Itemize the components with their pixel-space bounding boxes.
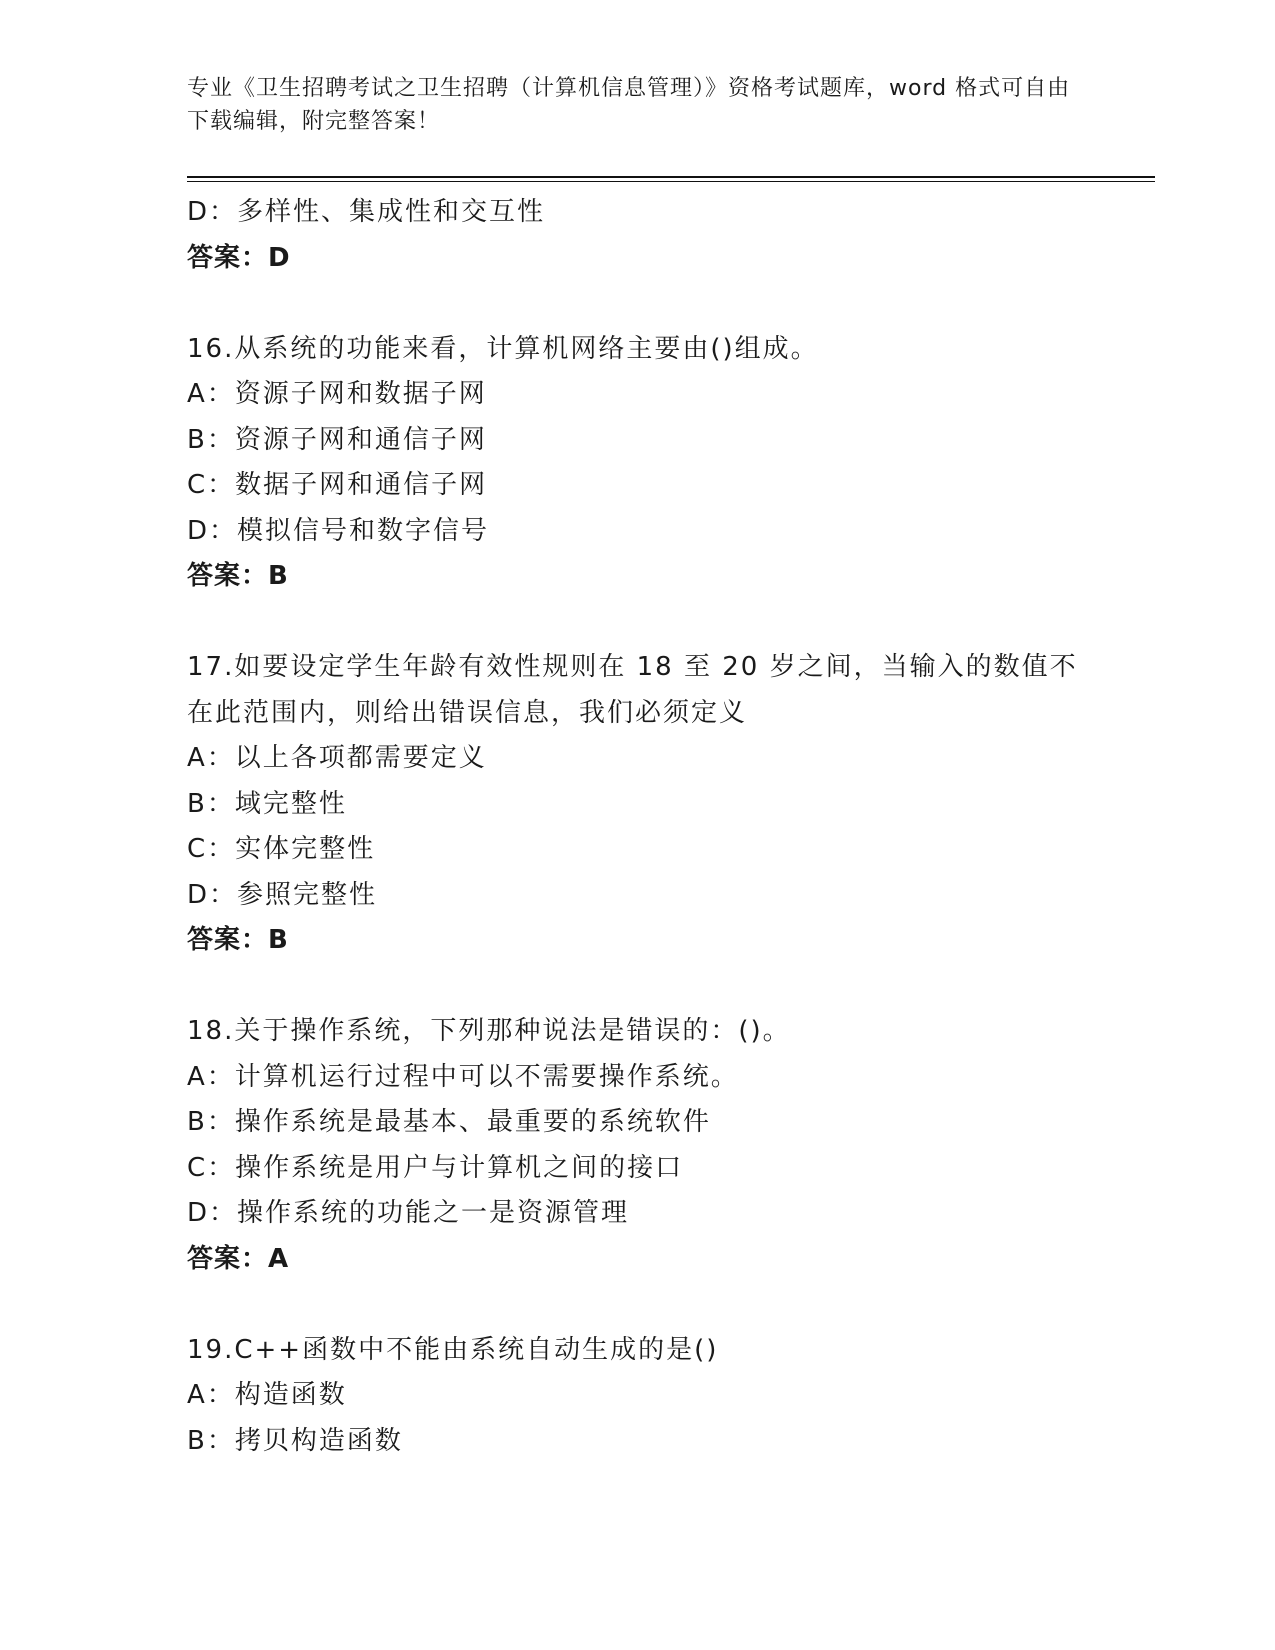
spacer (187, 281, 1087, 327)
question-list (187, 190, 1087, 1464)
option-a: A：资源子网和数据子网 (187, 379, 487, 409)
answer: 答案：A (187, 1243, 290, 1274)
header-divider (187, 176, 1155, 182)
answer: 答案：B (187, 561, 289, 591)
option-c: C：数据子网和通信子网 (187, 470, 488, 500)
question-stem: 19.C++函数中不能由系统自动生成的是() (187, 1334, 719, 1365)
spacer (187, 964, 1087, 1010)
option-d: D：模拟信号和数字信号 (187, 515, 490, 546)
option-a: A：计算机运行过程中可以不需要操作系统。 (187, 1061, 739, 1092)
spacer (187, 1282, 1087, 1328)
question-19 (187, 1328, 1087, 1465)
question-17 (187, 645, 1087, 964)
option-b: B：资源子网和通信子网 (187, 424, 487, 455)
question-stem: 17.如要设定学生年龄有效性规则在 18 至 20 岁之间，当输入的数值不在此范围内，则给出错误信息，我们必须定义 (187, 652, 1078, 728)
option-a: A：构造函数 (187, 1380, 347, 1410)
option-c: C：操作系统是用户与计算机之间的接口 (187, 1152, 684, 1183)
option-a: A：以上各项都需要定义 (187, 743, 487, 773)
spacer (187, 600, 1087, 646)
option-b: B：域完整性 (187, 788, 347, 819)
answer: 答案：B (187, 925, 289, 955)
option-d: D：参照完整性 (187, 879, 378, 910)
option-d: D：操作系统的功能之一是资源管理 (187, 1198, 630, 1228)
question-stem: 18.关于操作系统，下列那种说法是错误的：()。 (187, 1016, 791, 1046)
option-b: B：拷贝构造函数 (187, 1425, 403, 1456)
option-b: B：操作系统是最基本、最重要的系统软件 (187, 1107, 711, 1137)
question-stem: 16.从系统的功能来看，计算机网络主要由()组成。 (187, 333, 819, 364)
document-header: 专业《卫生招聘考试之卫生招聘（计算机信息管理）》资格考试题库，word 格式可自由下载编辑，附完整答案！ (187, 76, 1071, 134)
prev-option-d: D：多样性、集成性和交互性 (187, 197, 546, 227)
question-18 (187, 1009, 1087, 1282)
option-c: C：实体完整性 (187, 834, 376, 864)
prev-answer: 答案：D (187, 242, 291, 273)
question-16 (187, 327, 1087, 600)
